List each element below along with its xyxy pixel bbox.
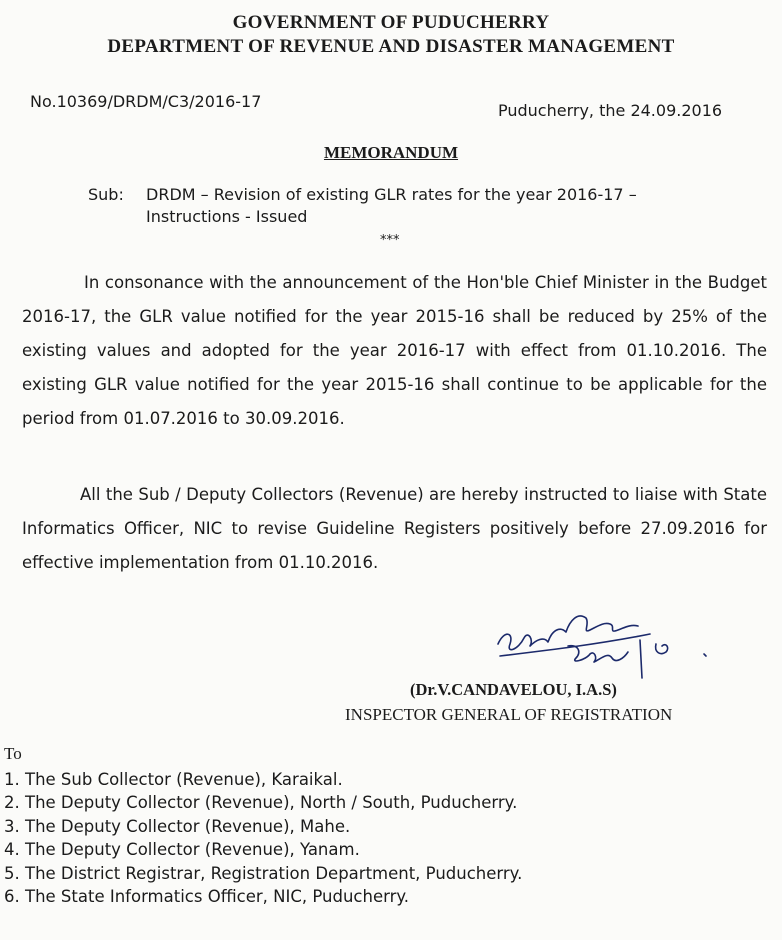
body-paragraph-2: All the Sub / Deputy Collectors (Revenue) are hereby instructed to liaise with State Informatics Officer, NIC to revise Guideline Registers positively before 27.09.2016 for effective implementation from 01.10.2016.	[22, 485, 767, 572]
list-item: 1. The Sub Collector (Revenue), Karaikal.	[4, 770, 343, 789]
memorandum-title: MEMORANDUM	[323, 143, 459, 162]
subject-label: Sub:	[88, 185, 124, 204]
signatory-name: (Dr.V.CANDAVELOU, I.A.S)	[410, 680, 617, 699]
handwritten-signature	[490, 600, 720, 685]
recipient-list	[4, 768, 522, 908]
department-heading: DEPARTMENT OF REVENUE AND DISASTER MANAGEMENT	[107, 36, 675, 57]
signatory-designation: INSPECTOR GENERAL OF REGISTRATION	[345, 705, 673, 724]
list-item: 4. The Deputy Collector (Revenue), Yanam.	[4, 840, 360, 860]
subject-line-1: DRDM – Revision of existing GLR rates for the year 2016-17 –	[146, 185, 637, 204]
list-item: 3. The Deputy Collector (Revenue), Mahe.	[4, 816, 351, 836]
list-item: 5. The District Registrar, Registration Department, Puducherry.	[4, 863, 523, 883]
list-item: 2. The Deputy Collector (Revenue), North / South, Puducherry.	[4, 793, 518, 813]
to-label: To	[4, 744, 22, 763]
government-heading: GOVERNMENT OF PUDUCHERRY	[232, 12, 550, 33]
reference-number: No.10369/DRDM/C3/2016-17	[30, 92, 262, 111]
list-item: 6. The State Informatics Officer, NIC, Puducherry.	[4, 886, 410, 906]
body-paragraph-1: In consonance with the announcement of the Hon'ble Chief Minister in the Budget 2016-17, the GLR value notified for the year 2015-16 shall be reduced by 25% of the existing values and adopted for the year 2016-17 with effect from 01.10.2016. The existing GLR value notified for the year 2015-16 shall continue to be applicable for the period from 01.07.2016 to 30.09.2016.	[22, 273, 767, 428]
place-date: Puducherry, the 24.09.2016	[498, 101, 723, 120]
separator-stars: ***	[380, 233, 400, 248]
subject-line-2: Instructions - Issued	[146, 207, 308, 226]
